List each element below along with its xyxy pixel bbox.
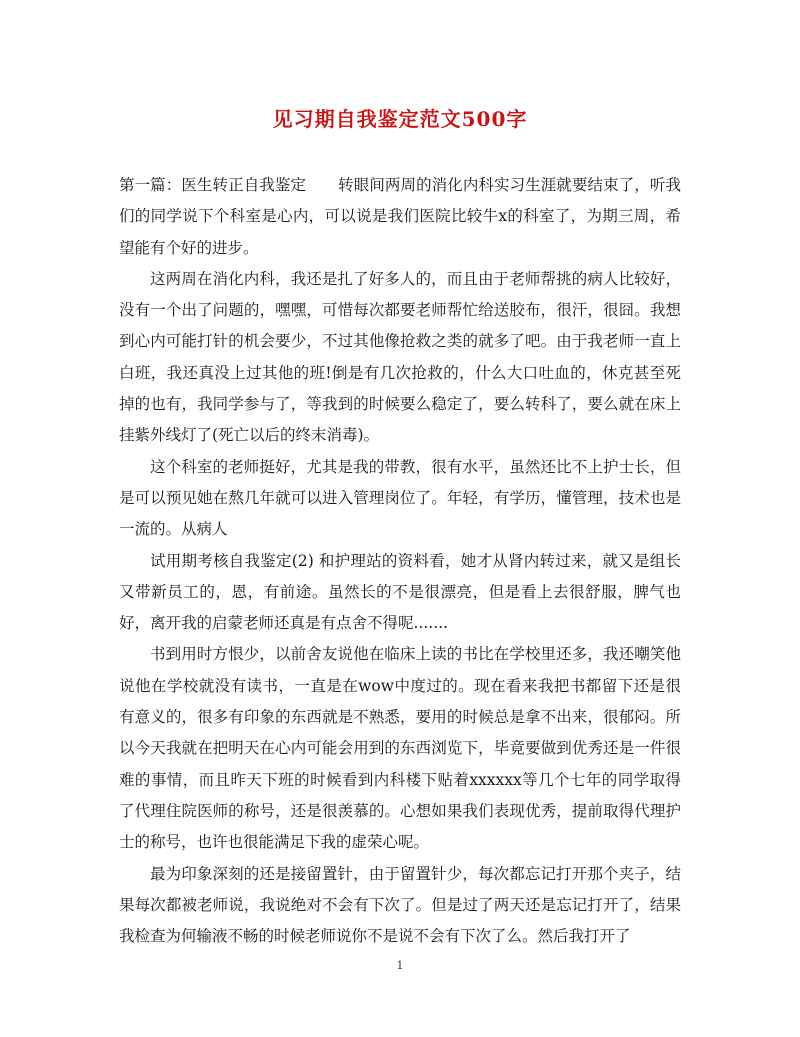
paragraph-4: 试用期考核自我鉴定(2) 和护理站的资料看，她才从肾内转过来，就又是组长又带新员工的，恩，有前途。虽然长的不是很漂亮，但是看上去很舒服，脾气也好，离开我的启蒙老师还真是有点舍不得呢....... — [119, 551, 681, 633]
paragraph-2: 这两周在消化内科，我还是扎了好多人的，而且由于老师帮挑的病人比较好，没有一个出了问题的，嘿嘿，可惜每次都要老师帮忙给送胶布，很汗，很囧。我想到心内可能打针的机会要少，不过其他像抢救之类的就多了吧。由于我老师一直上白班，我还真没上过其他的班!倒是有几次抢救的，什么大口吐血的，休克甚至死掉的也有，我同学参与了，等我到的时候要么稳定了，要么转科了，要么就在床上挂紫外线灯了(死亡以后的终末消毒)。 — [119, 269, 681, 445]
section-heading: 第一篇：医生转正自我鉴定 — [119, 176, 307, 194]
paragraph-1-text: 转眼间两周的消化内科实习生涯就要结束了，听我们的同学说下个科室是心内，可以说是我们医院比较牛x的科室了，为期三周，希望能有个好的进步。 — [119, 176, 681, 257]
paragraph-5: 书到用时方恨少，以前舍友说他在临床上读的书比在学校里还多，我还嘲笑他说他在学校就没有读书，一直是在wow中度过的。现在看来我把书都留下还是很有意义的，很多有印象的东西就是不熟悉，要用的时候总是拿不出来，很郁闷。所以今天我就在把明天在心内可能会用到的东西浏览下，毕竟要做到优秀还是一件很难的事情，而且昨天下班的时候看到内科楼下贴着xxxxxx等几个七年的同学取得了代理住院医师的称号，还是很羡慕的。心想如果我们表现优秀，提前取得代理护士的称号，也许也很能满足下我的虚荣心呢。 — [119, 645, 681, 852]
paragraph-6: 最为印象深刻的还是接留置针，由于留置针少，每次都忘记打开那个夹子，结果每次都被老师说，我说绝对不会有下次了。但是过了两天还是忘记打开了，结果我检查为何输液不畅的时候老师说你不是说不会有下次了么。然后我打开了 — [119, 864, 681, 946]
paragraph-1 — [119, 170, 681, 264]
document-title: 见习期自我鉴定范文500字 — [272, 107, 528, 131]
page-number: 1 — [396, 959, 404, 972]
paragraph-3: 这个科室的老师挺好，尤其是我的带教，很有水平，虽然还比不上护士长，但是可以预见她在熬几年就可以进入管理岗位了。年轻，有学历，懂管理，技术也是一流的。从病人 — [119, 457, 681, 539]
document-body — [119, 170, 681, 952]
